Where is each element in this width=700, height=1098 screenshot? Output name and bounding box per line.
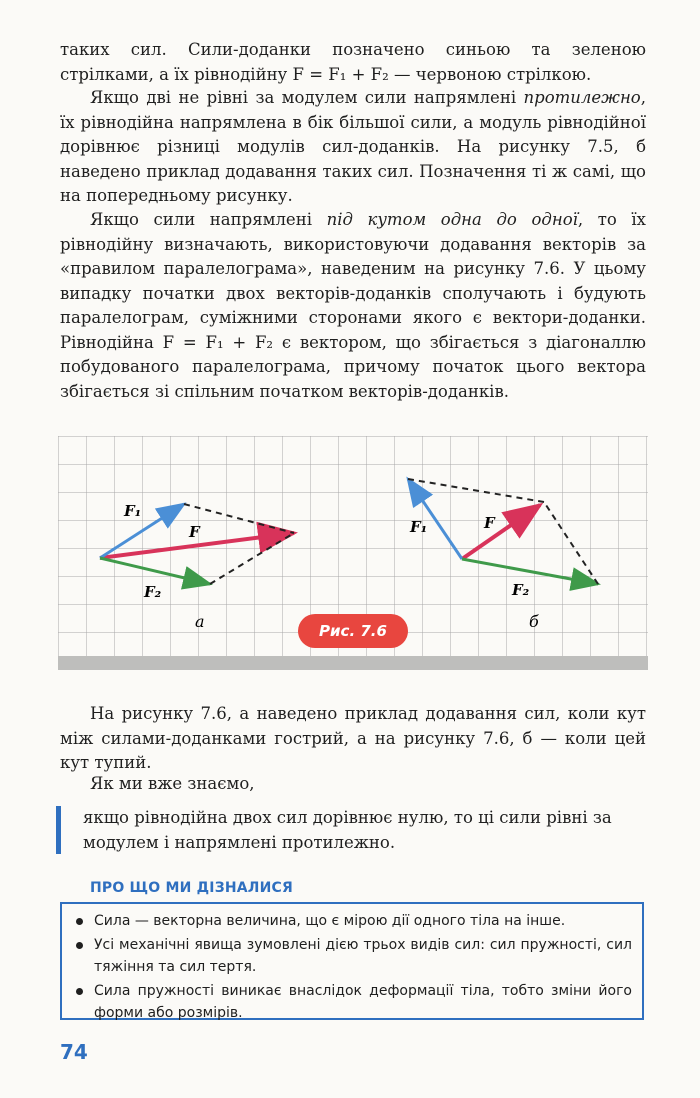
figure-caption-badge: Рис. 7.6 [298,614,408,648]
paragraph-3 [60,208,646,404]
paragraph-3-text-end: , то їх рівнодійну визначають, використовуючи додавання векторів за «правилом паралелограма», наведеним на рисунку 7.6. У цьому випадку початки двох векторів-доданків сполучають і будують паралелограм, суміжними сторонами якого є вектори-доданки. Рівнодійна F = F₁ + F₂ є вектором, що збігається з діагоналлю побудованого паралелограма, причому початок цього вектора збігається зі спільним початком векторів-доданків. [60,210,646,401]
summary-box [60,902,644,1020]
f1-label-a: F₁ [124,502,142,520]
page-number: 74 [60,1040,88,1064]
summary-item: Усі механічні явища зумовлені дією трьох видів сил: сил пружності, сил тяжіння та сил тертя. [72,934,632,978]
f2-label-a: F₂ [144,583,162,601]
summary-item: Сила пружності виникає внаслідок деформації тіла, тобто зміни його форми або розмірів. [72,980,632,1024]
rule-text: якщо рівнодійна двох сил дорівнює нулю, то ці сили рівні за модулем і напрямлені протилежно. [83,808,612,852]
paragraph-3-text-start: Якщо сили напрямлені [90,210,327,229]
f1-label-b: F₁ [410,518,428,536]
paragraph-5: Як ми вже знаємо, [90,774,255,793]
paragraph-4: На рисунку 7.6, а наведено приклад додавання сил, коли кут між силами-доданками гострий, а на рисунку 7.6, б — коли цей кут тупий. [60,704,646,772]
f2-label-b: F₂ [512,581,530,599]
summary-list [72,910,632,1024]
figure-bottom-band [58,656,648,670]
paragraph-2-text-start: Якщо дві не рівні за модулем сили напрямлені [90,88,524,107]
f-label-b: F [484,514,495,532]
label-a: а [195,612,205,631]
paragraph-2-emphasis: протилежно [523,88,641,107]
paragraph-1: таких сил. Сили-доданки позначено синьою та зеленою стрілками, а їх рівнодійну F = F₁ + F₂ — червоною стрілкою. [60,40,646,84]
rule-highlight [56,806,646,854]
paragraph-3-emphasis: під кутом одна до одної [326,210,578,229]
summary-heading: ПРО ЩО МИ ДІЗНАЛИСЯ [90,880,293,896]
paragraph-2 [60,86,646,209]
summary-item: Сила — векторна величина, що є мірою дії одного тіла на інше. [72,910,632,932]
label-b: б [529,612,539,631]
f-label-a: F [189,523,200,541]
paragraph-2-text-end: , їх рівнодійна напрямлена в бік більшої сили, а модуль рівнодійної дорівнює різниці модулів сил-доданків. На рисунку 7.5, б наведено приклад додавання таких сил. Позначення ті ж самі, що на попередньому рисунку. [60,88,646,205]
